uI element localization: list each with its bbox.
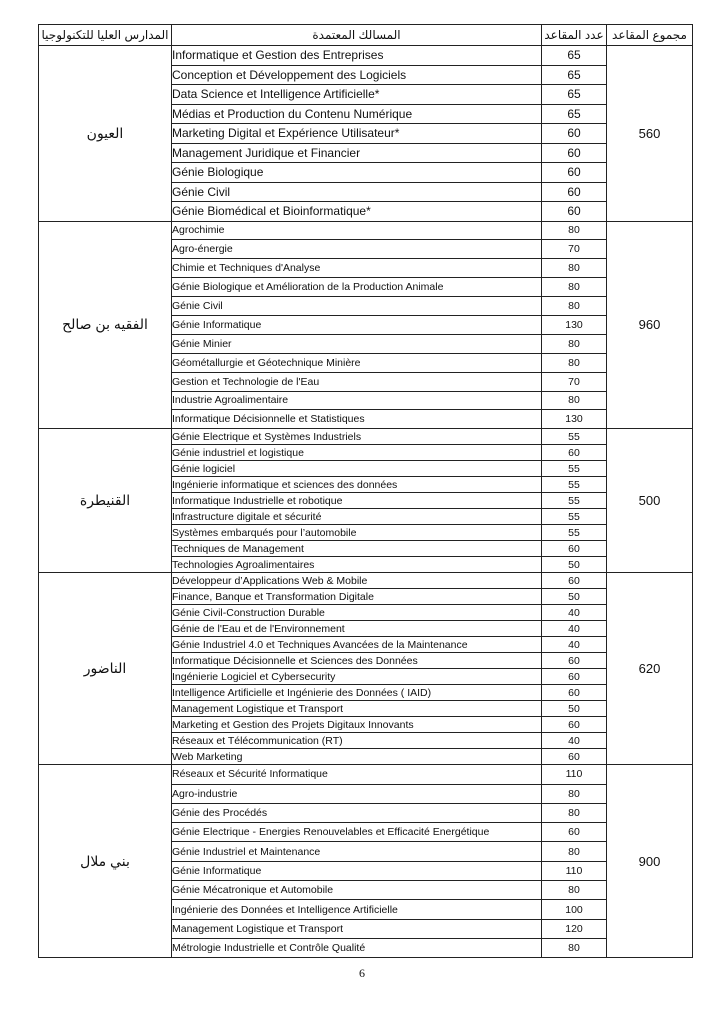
speciality-name: Agro-énergie (172, 240, 542, 259)
seat-count: 130 (542, 315, 607, 334)
seat-count: 80 (542, 784, 607, 803)
speciality-name: Génie Civil-Construction Durable (172, 605, 542, 621)
school-name: الناضور (39, 573, 172, 765)
seat-count: 55 (542, 477, 607, 493)
seat-count: 65 (542, 65, 607, 85)
school-total-seats: 960 (607, 221, 693, 429)
table-row (39, 46, 693, 66)
seat-count: 80 (542, 221, 607, 240)
seat-count: 70 (542, 240, 607, 259)
speciality-name: Techniques de Management (172, 541, 542, 557)
speciality-name: Technologies Agroalimentaires (172, 557, 542, 573)
speciality-name: Conception et Développement des Logiciels (172, 65, 542, 85)
speciality-name: Génie Minier (172, 334, 542, 353)
speciality-name: Génie Informatique (172, 861, 542, 880)
seat-count: 60 (542, 445, 607, 461)
speciality-name: Gestion et Technologie de l'Eau (172, 372, 542, 391)
seat-count: 55 (542, 509, 607, 525)
speciality-name: Informatique Décisionnelle et Statistiques (172, 410, 542, 429)
speciality-name: Marketing Digital et Expérience Utilisateur* (172, 124, 542, 144)
speciality-name: Marketing et Gestion des Projets Digitaux Innovants (172, 717, 542, 733)
seat-count: 110 (542, 765, 607, 784)
speciality-name: Génie Industriel 4.0 et Techniques Avancées de la Maintenance (172, 637, 542, 653)
seat-count: 60 (542, 541, 607, 557)
seat-count: 60 (542, 182, 607, 202)
speciality-name: Génie Civil (172, 182, 542, 202)
programs-table (38, 24, 693, 958)
speciality-name: Systèmes embarqués pour l’automobile (172, 525, 542, 541)
speciality-name: Génie des Procédés (172, 803, 542, 822)
seat-count: 50 (542, 701, 607, 717)
school-name: الفقيه بن صالح (39, 221, 172, 429)
seat-count: 100 (542, 900, 607, 919)
speciality-name: Génie Biologique et Amélioration de la Production Animale (172, 278, 542, 297)
seat-count: 110 (542, 861, 607, 880)
speciality-name: Génie Biomédical et Bioinformatique* (172, 202, 542, 222)
speciality-name: Génie industriel et logistique (172, 445, 542, 461)
speciality-name: Informatique et Gestion des Entreprises (172, 46, 542, 66)
seat-count: 60 (542, 653, 607, 669)
school-total-seats: 620 (607, 573, 693, 765)
seat-count: 65 (542, 85, 607, 105)
speciality-name: Industrie Agroalimentaire (172, 391, 542, 410)
seat-count: 40 (542, 621, 607, 637)
speciality-name: Intelligence Artificielle et Ingénierie des Données ( IAID) (172, 685, 542, 701)
speciality-name: Infrastructure digitale et sécurité (172, 509, 542, 525)
seat-count: 70 (542, 372, 607, 391)
speciality-name: Génie Mécatronique et Automobile (172, 881, 542, 900)
speciality-name: Génie Industriel et Maintenance (172, 842, 542, 861)
school-total-seats: 500 (607, 429, 693, 573)
school-name: القنيطرة (39, 429, 172, 573)
seat-count: 80 (542, 334, 607, 353)
header-total: مجموع المقاعد (607, 25, 693, 46)
school-total-seats: 900 (607, 765, 693, 958)
speciality-name: Médias et Production du Contenu Numérique (172, 104, 542, 124)
seat-count: 40 (542, 733, 607, 749)
speciality-name: Génie logiciel (172, 461, 542, 477)
speciality-name: Management Logistique et Transport (172, 919, 542, 938)
seat-count: 65 (542, 104, 607, 124)
table-row (39, 573, 693, 589)
speciality-name: Réseaux et Sécurité Informatique (172, 765, 542, 784)
speciality-name: Ingénierie des Données et Intelligence Artificielle (172, 900, 542, 919)
header-speciality: المسالك المعتمدة (172, 25, 542, 46)
seat-count: 80 (542, 297, 607, 316)
seat-count: 80 (542, 842, 607, 861)
speciality-name: Chimie et Techniques d'Analyse (172, 259, 542, 278)
speciality-name: Génie Biologique (172, 163, 542, 183)
seat-count: 80 (542, 938, 607, 957)
speciality-name: Management Logistique et Transport (172, 701, 542, 717)
seat-count: 80 (542, 803, 607, 822)
seat-count: 40 (542, 637, 607, 653)
seat-count: 120 (542, 919, 607, 938)
seat-count: 60 (542, 573, 607, 589)
speciality-name: Géométallurgie et Géotechnique Minière (172, 353, 542, 372)
seat-count: 55 (542, 493, 607, 509)
seat-count: 80 (542, 278, 607, 297)
speciality-name: Ingénierie Logiciel et Cybersecurity (172, 669, 542, 685)
seat-count: 55 (542, 525, 607, 541)
seat-count: 60 (542, 669, 607, 685)
speciality-name: Informatique Décisionnelle et Sciences des Données (172, 653, 542, 669)
speciality-name: Web Marketing (172, 749, 542, 765)
table-row (39, 765, 693, 784)
speciality-name: Génie Civil (172, 297, 542, 316)
seat-count: 60 (542, 163, 607, 183)
speciality-name: Data Science et Intelligence Artificielle* (172, 85, 542, 105)
speciality-name: Développeur d’Applications Web & Mobile (172, 573, 542, 589)
speciality-name: Management Juridique et Financier (172, 143, 542, 163)
seat-count: 55 (542, 429, 607, 445)
seat-count: 65 (542, 46, 607, 66)
school-total-seats: 560 (607, 46, 693, 222)
header-seats: عدد المقاعد (542, 25, 607, 46)
seat-count: 40 (542, 605, 607, 621)
table-body (39, 46, 693, 958)
seat-count: 50 (542, 589, 607, 605)
header-school: المدارس العليا للتكنولوجيا (39, 25, 172, 46)
seat-count: 60 (542, 202, 607, 222)
seat-count: 60 (542, 823, 607, 842)
seat-count: 50 (542, 557, 607, 573)
speciality-name: Finance, Banque et Transformation Digitale (172, 589, 542, 605)
speciality-name: Réseaux et Télécommunication (RT) (172, 733, 542, 749)
seat-count: 60 (542, 717, 607, 733)
speciality-name: Agrochimie (172, 221, 542, 240)
speciality-name: Génie Electrique et Systèmes Industriels (172, 429, 542, 445)
school-name: بني ملال (39, 765, 172, 958)
table-row (39, 429, 693, 445)
speciality-name: Informatique Industrielle et robotique (172, 493, 542, 509)
speciality-name: Génie de l'Eau et de l'Environnement (172, 621, 542, 637)
seat-count: 60 (542, 143, 607, 163)
page-number: 6 (359, 966, 365, 980)
speciality-name: Génie Electrique - Energies Renouvelables et Efficacité Energétique (172, 823, 542, 842)
speciality-name: Agro-industrie (172, 784, 542, 803)
seat-count: 80 (542, 391, 607, 410)
speciality-name: Génie Informatique (172, 315, 542, 334)
seat-count: 60 (542, 749, 607, 765)
seat-count: 55 (542, 461, 607, 477)
header-row (39, 25, 693, 46)
speciality-name: Métrologie Industrielle et Contrôle Qualité (172, 938, 542, 957)
school-name: العيون (39, 46, 172, 222)
seat-count: 60 (542, 124, 607, 144)
speciality-name: Ingénierie informatique et sciences des données (172, 477, 542, 493)
seat-count: 130 (542, 410, 607, 429)
seat-count: 80 (542, 881, 607, 900)
seat-count: 60 (542, 685, 607, 701)
seat-count: 80 (542, 353, 607, 372)
seat-count: 80 (542, 259, 607, 278)
table-row (39, 221, 693, 240)
